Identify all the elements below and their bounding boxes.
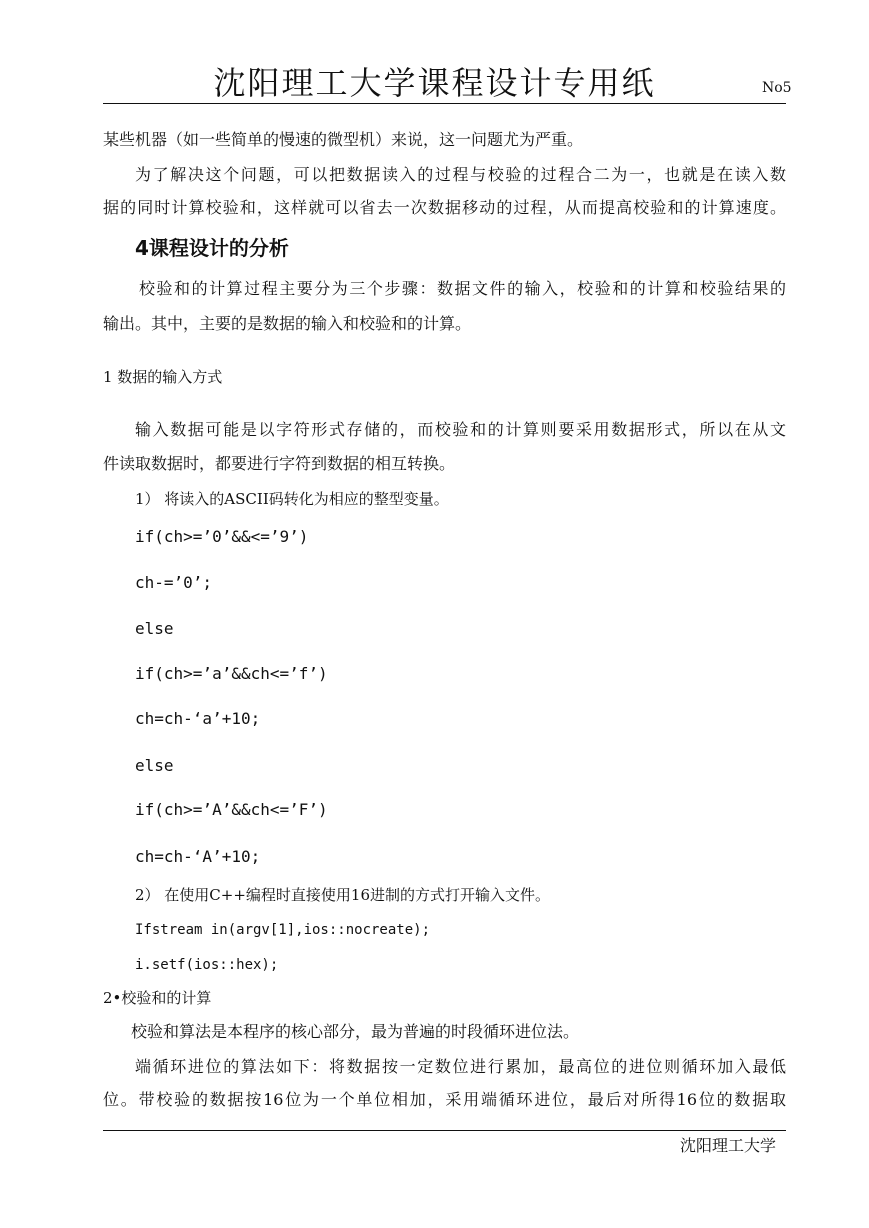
code-line: ch=ch-‘a’+10; (135, 709, 261, 728)
page-header-title: 沈阳理工大学课程设计专用纸 (213, 64, 656, 102)
paragraph-line: 输出。其中，主要的是数据的输入和校验和的计算。 (103, 314, 472, 333)
subsection-heading: 2•校验和的计算 (103, 989, 212, 1007)
code-line: ch-=’0’; (135, 573, 213, 592)
paragraph-line: 端循环进位的算法如下：将数据按一定数位进行累加，最高位的进位则循环加入最低 (135, 1057, 786, 1076)
subsection-heading: 1 数据的输入方式 (103, 368, 223, 386)
section-heading: 4课程设计的分析 (135, 236, 289, 260)
paragraph-line: 校验和的计算过程主要分为三个步骤：数据文件的输入，校验和的计算和校验结果的 (139, 279, 786, 298)
code-line: else (135, 619, 174, 638)
code-line: else (135, 756, 174, 775)
header-rule (103, 103, 786, 104)
step-item: 1） 将读入的ASCII码转化为相应的整型变量。 (135, 490, 449, 508)
step-item: 2） 在使用C++编程时直接使用16进制的方式打开输入文件。 (135, 886, 551, 904)
footer-rule (103, 1130, 786, 1131)
paragraph-line: 某些机器（如一些简单的慢速的微型机）来说，这一问题尤为严重。 (103, 130, 584, 149)
footer-institution: 沈阳理工大学 (680, 1136, 777, 1155)
code-line: Ifstream in(argv[1],ios::nocreate); (135, 922, 431, 938)
paragraph-line: 位。带校验的数据按16位为一个单位相加，采用端循环进位，最后对所得16位的数据取 (103, 1090, 786, 1109)
page-number: No5 (762, 80, 792, 96)
code-line: if(ch>=’A’&&ch<=’F’) (135, 800, 328, 819)
paragraph-line: 为了解决这个问题，可以把数据读入的过程与校验的过程合二为一，也就是在读入数 (135, 165, 786, 184)
paragraph-line: 据的同时计算校验和，这样就可以省去一次数据移动的过程，从而提高校验和的计算速度。 (103, 198, 786, 217)
paragraph-line: 校验和算法是本程序的核心部分，最为普遍的时段循环进位法。 (131, 1022, 580, 1041)
code-line: ch=ch-‘A’+10; (135, 847, 261, 866)
code-line: if(ch>=’0’&&<=’9’) (135, 527, 309, 546)
paragraph-line: 输入数据可能是以字符形式存储的，而校验和的计算则要采用数据形式，所以在从文 (135, 420, 786, 439)
code-line: i.setf(ios::hex); (135, 957, 279, 973)
paragraph-line: 件读取数据时，都要进行字符到数据的相互转换。 (103, 454, 456, 473)
code-line: if(ch>=’a’&&ch<=’f’) (135, 664, 328, 683)
